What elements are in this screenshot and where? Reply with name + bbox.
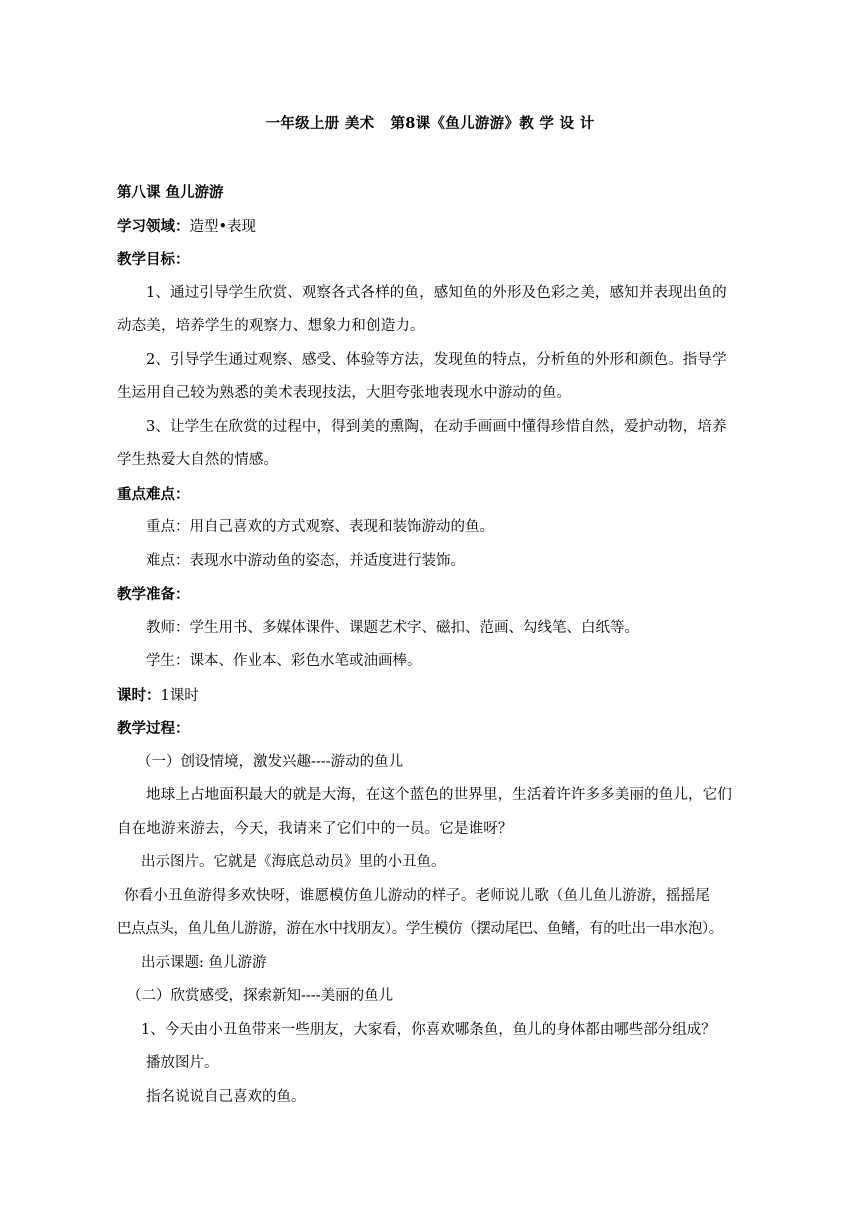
objective-line: 动态美，培养学生的观察力、想象力和创造力。	[117, 318, 425, 334]
field-value: 造型•表现	[189, 218, 257, 235]
preparation-heading: 教学准备：	[117, 586, 190, 603]
section-1-line: 出示课题: 鱼儿游游	[141, 954, 267, 971]
objective-line: 3、让学生在欣赏的过程中，得到美的熏陶，在动手画画中懂得珍惜自然，爱护动物，培养	[146, 418, 727, 435]
document-body	[117, 176, 747, 1114]
section-2-line: 播放图片。	[146, 1055, 219, 1071]
section-1-line: 出示图片。它就是《海底总动员》里的小丑鱼。	[141, 854, 446, 870]
field-line	[117, 210, 747, 244]
objective-line: 2、引导学生通过观察、感受、体验等方法，发现鱼的特点，分析鱼的外形和颜色。指导学	[146, 351, 727, 368]
field-label: 学习领域	[117, 217, 175, 235]
section-1-line: 你看小丑鱼游得多欢快呀，谁愿模仿鱼儿游动的样子。老师说儿歌（鱼儿鱼儿游游，摇摇尾	[124, 887, 710, 904]
student-preparation: 学生：课本、作业本、彩色水笔或油画棒。	[146, 653, 422, 669]
section-1-line: 巴点点头，鱼儿鱼儿游游，游在水中找朋友）。学生模仿（摆动尾巴、鱼鳍，有的吐出一串水泡）。	[117, 921, 723, 937]
hours-line	[117, 679, 747, 713]
objective-line: 生运用自己较为熟悉的美术表现技法，大胆夸张地表现水中游动的鱼。	[117, 385, 572, 401]
objective-line: 1、通过引导学生欣赏、观察各式各样的鱼，感知鱼的外形及色彩之美，感知并表现出鱼的	[146, 284, 727, 301]
section-2-line: 指名说说自己喜欢的鱼。	[146, 1088, 306, 1105]
key-point-line: 重点：用自己喜欢的方式观察、表现和装饰游动的鱼。	[146, 519, 494, 535]
section-1-title: （一）创设情境，激发兴趣----游动的鱼儿	[137, 753, 404, 770]
key-points-heading: 重点难点：	[117, 485, 190, 503]
difficult-point-line: 难点：表现水中游动鱼的姿态，并适度进行装饰。	[146, 552, 465, 569]
section-1-line: 地球上占地面积最大的就是大海，在这个蓝色的世界里，生活着许许多多美丽的鱼儿，它们	[146, 787, 732, 803]
objectives-heading: 教学目标：	[117, 251, 190, 268]
section-2-line: 1、今天由小丑鱼带来一些朋友，大家看，你喜欢哪条鱼，鱼儿的身体都由哪些部分组成？	[141, 1021, 716, 1038]
process-heading: 教学过程：	[117, 720, 190, 737]
section-1-line: 自在地游来游去，今天，我请来了它们中的一员。它是谁呀？	[117, 820, 513, 837]
document-title: 一年级上册 美术 第8课《鱼儿游游》教 学 设 计	[265, 115, 595, 132]
lesson-heading: 第八课 鱼儿游游	[117, 184, 224, 201]
section-2-title: （二）欣赏感受，探索新知----美丽的鱼儿	[127, 988, 394, 1004]
hours-label: 课时：	[117, 686, 161, 704]
hours-value: 1课时	[160, 687, 199, 704]
teacher-preparation: 教师：学生用书、多媒体课件、课题艺术字、磁扣、范画、勾线笔、白纸等。	[146, 619, 639, 636]
objective-line: 学生热爱大自然的情感。	[117, 452, 279, 468]
field-colon: ：	[175, 217, 190, 235]
